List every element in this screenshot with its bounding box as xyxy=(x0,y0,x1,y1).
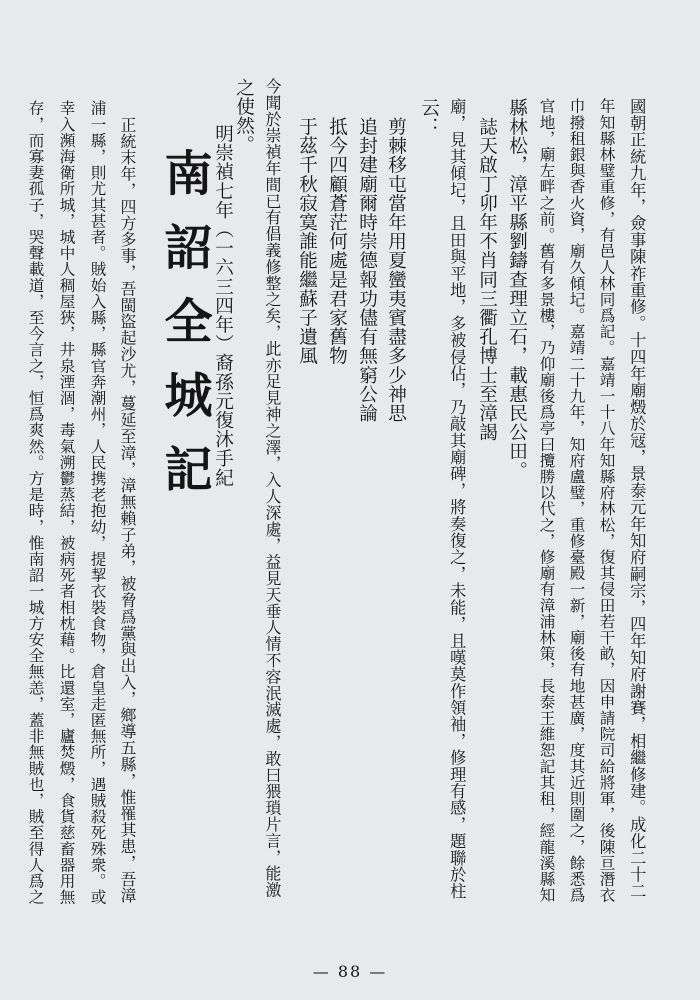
text-column-7: 廟，見其傾圮，且田與平地，多被侵佔，乃敲其廟碑，將奏復之，未能，且嘆莫作領袖，修理有感，題聯於柱 xyxy=(447,98,467,900)
couplet-line-3: 抵今四顧蒼茫何處是君家舊物 xyxy=(326,98,348,366)
text-column-20: 存，而寡妻孤子，哭聲載道，至今言之，恒爲爽然。方是時，惟南詔一城方安全無恙，蓋非無賊也，賊至得人爲之 xyxy=(26,100,45,905)
section-title: 南詔全城記 xyxy=(156,148,212,518)
signature-line: 明崇禎七年（一六三四年）裔孫元復沐手紀 xyxy=(212,105,234,487)
text-column-6: 誌天啟丁卯年不肖同三衢孔博士至漳謁 xyxy=(476,98,498,442)
text-column-17: 正統末年，四方多事，吾閩盜起沙尤，蔓延至漳，漳無賴子弟，被脅爲黨與出入，鄉導五縣，惟罹其患，吾漳 xyxy=(117,100,137,904)
text-column-5: 縣林松，漳平縣劉鑄查理立石，載惠民公田。 xyxy=(506,98,528,480)
text-column-14: 之使然。 xyxy=(233,78,255,155)
couplet-line-2: 追封建廟爾時崇德報功儘有無窮公論 xyxy=(356,98,378,423)
text-column-18: 浦一縣，則尤其甚者。賊始入縣，縣官奔潮州，人民携老抱幼，提挈衣裝食物，倉皇走匿無所，遇賊殺死殊衆。或 xyxy=(88,100,107,905)
text-column-1: 國朝正統九年，僉事陳祚重修。十四年廟燬於冦，景泰元年知府嗣宗，四年知府謝賽，相繼修建。成化二十二 xyxy=(627,98,647,900)
text-column-3: 巾撥租銀與香火資，廟久傾圮。嘉靖二十九年，知府盧璧，重修臺殿一新，廟後有地甚廣，度其近則圍之，餘悉爲 xyxy=(567,98,586,903)
text-column-19: 幸入瀕海衛所城，城中人稠屋狹，井泉湮涸，毒氣溯鬱蒸結，被病死者相枕藉。比還室，廬焚燬，食貨慈畜器用無 xyxy=(57,100,76,905)
couplet-line-1: 剪棘移屯當年用夏蠻夷賓盡多少神思 xyxy=(385,98,407,423)
text-column-2: 年知縣林璧重修，有邑人林同爲記。嘉靖一十八年知縣府林松，復其侵田若干畝，因申請院司給將軍，後陳亘潛衣 xyxy=(597,98,616,903)
text-column-13: 今聞於崇禎年間已有倡義修整之矣，此亦足見神之澤，入人深處，益見天垂人情不容泯滅處，敢曰猥瑣片言，能激 xyxy=(262,78,282,898)
page-number: — 88 — xyxy=(312,962,388,981)
text-column-4: 官地，廟左畔之前。舊有多景樓，乃仰廟後爲亭曰攬勝以代之，修廟有漳浦林策，長泰王維恕記其租，經龍溪縣知 xyxy=(537,98,556,903)
couplet-line-4: 于茲千秋寂寞誰能繼蘇子遺風 xyxy=(296,98,318,366)
text-column-8: 云： xyxy=(418,98,440,137)
